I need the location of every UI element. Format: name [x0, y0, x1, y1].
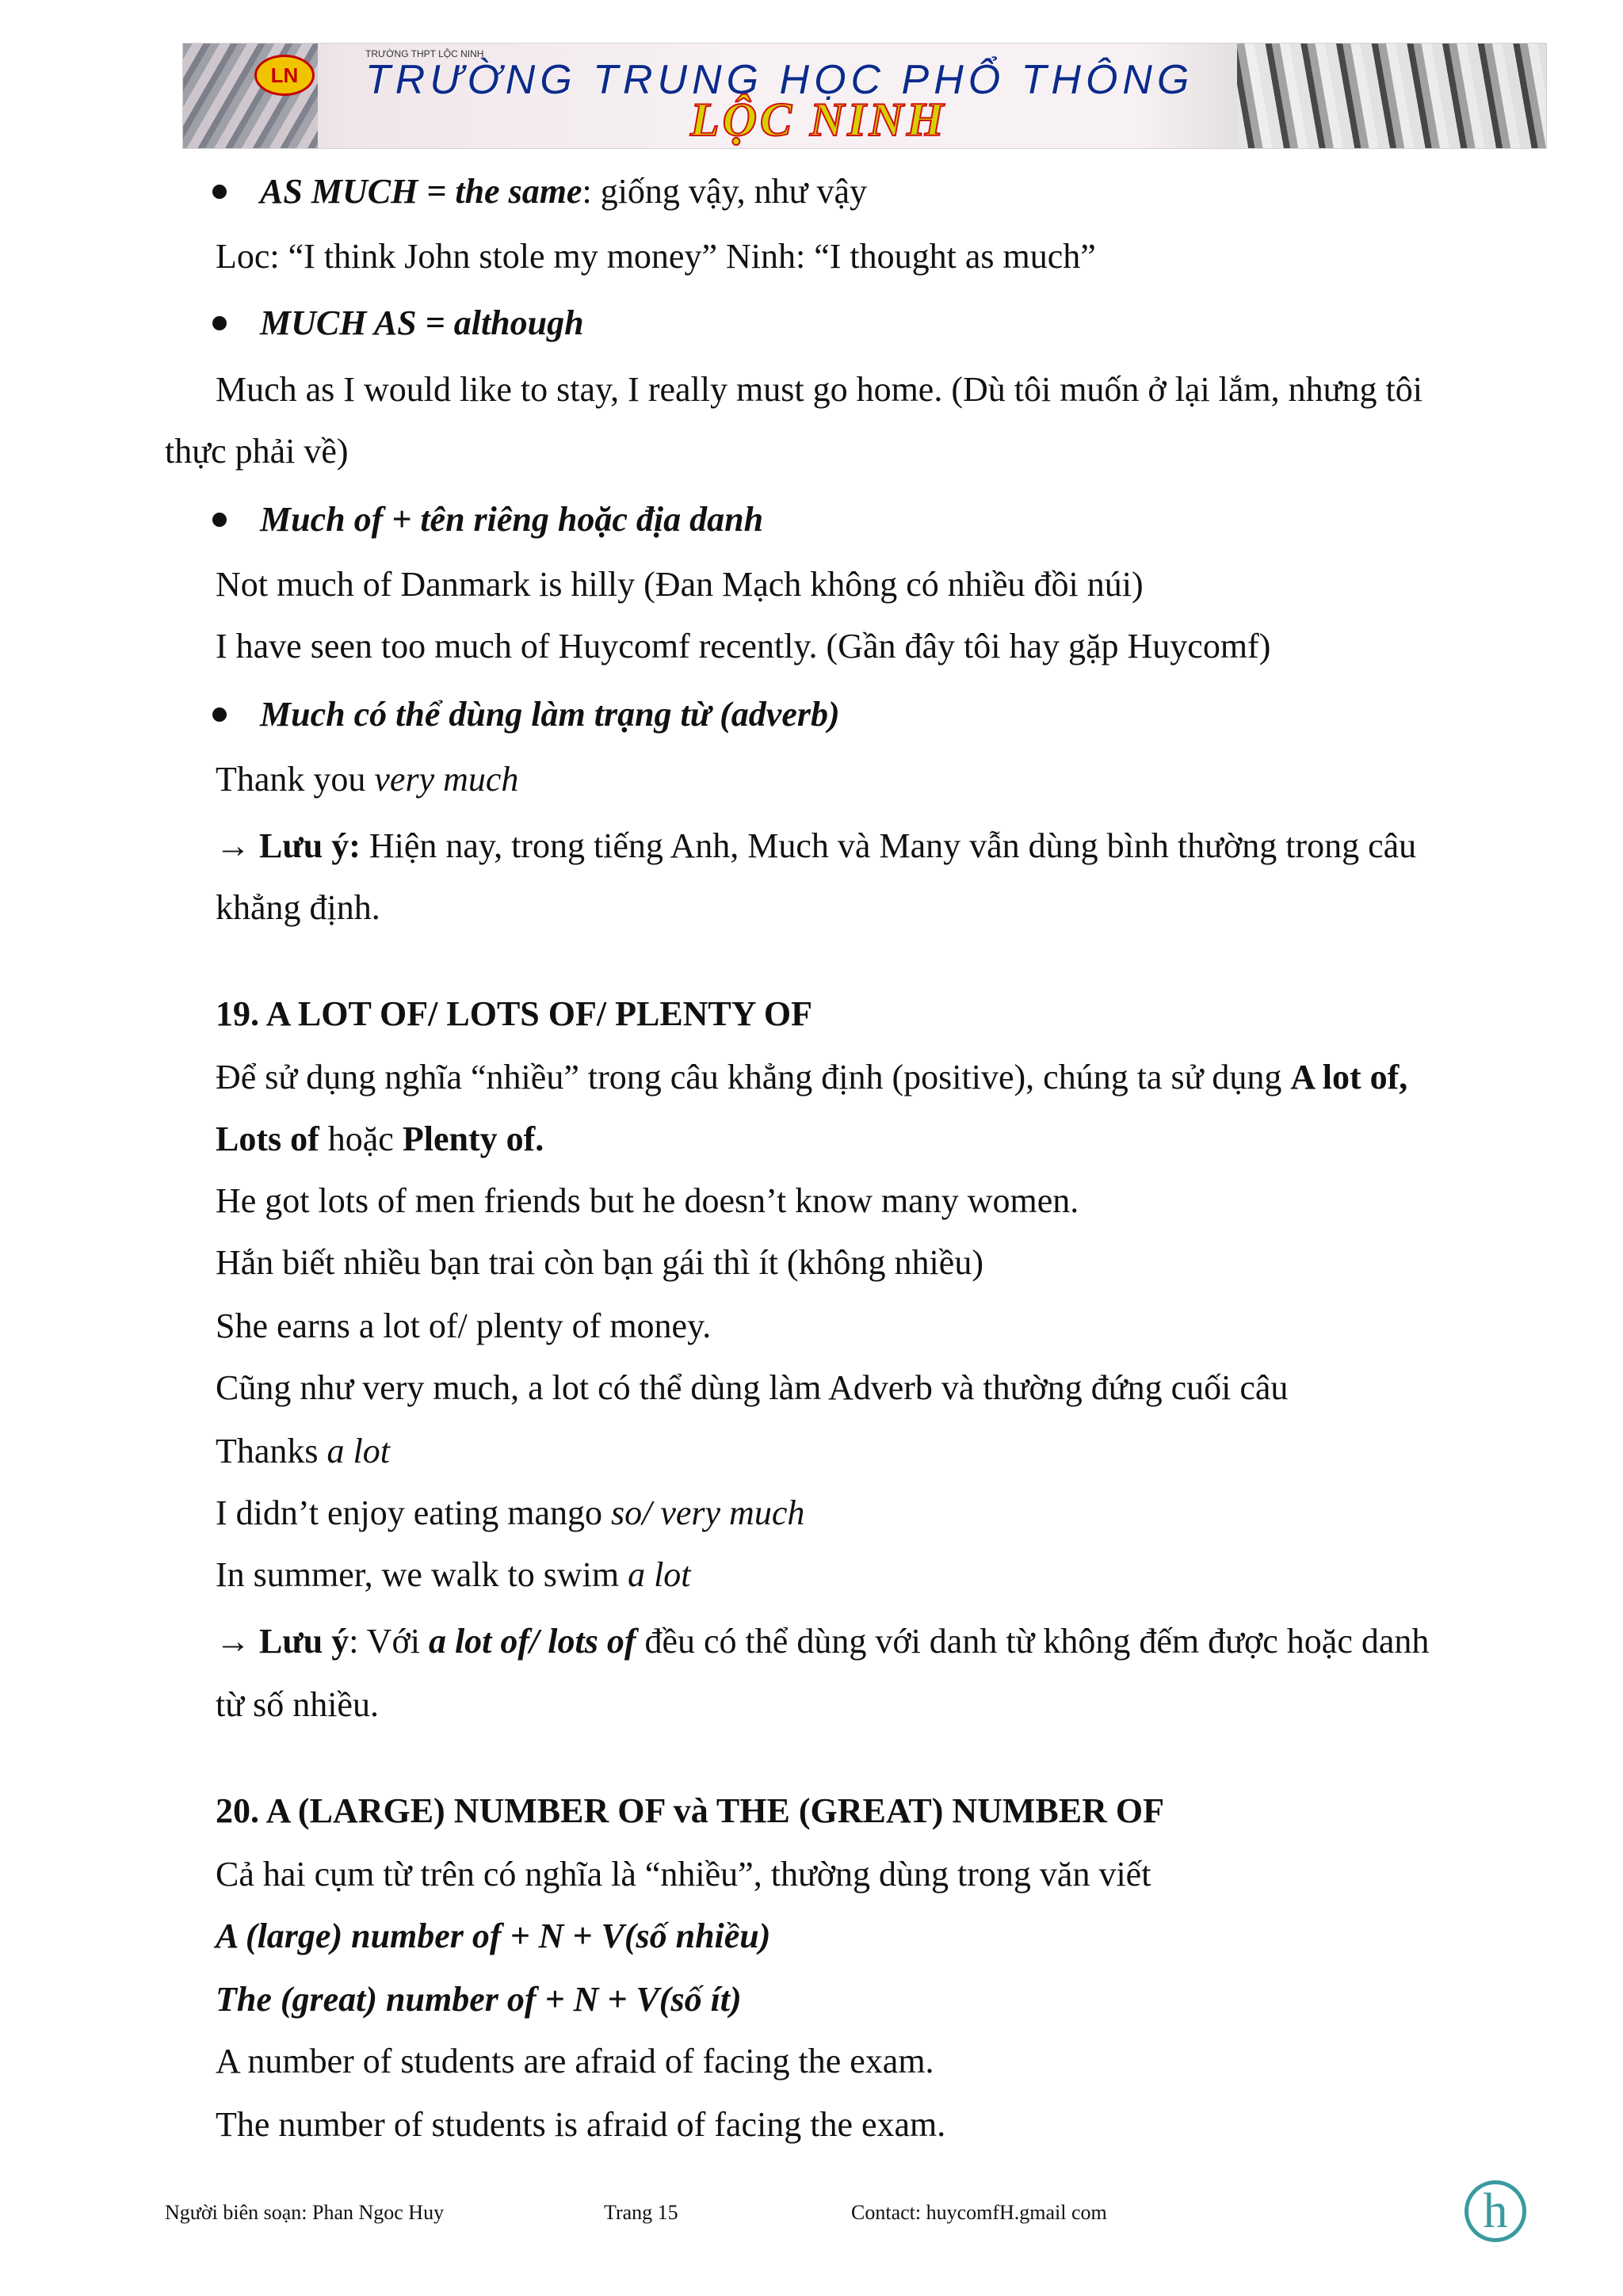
- example-line: The number of students is afraid of facing the exam.: [216, 2105, 946, 2144]
- banner-photo-right: [1237, 44, 1546, 148]
- note-line: → Lưu ý: Với a lot of/ lots of đều có thể dùng với danh từ không đếm được hoặc danh: [216, 1622, 1430, 1661]
- example-line: I have seen too much of Huycomf recently. (Gần đây tôi hay gặp Huycomf): [216, 627, 1271, 666]
- arrow-right-icon: →: [216, 826, 259, 865]
- arrow-right-icon: →: [216, 1622, 259, 1661]
- example-line: He got lots of men friends but he doesn’t know many women.: [216, 1181, 1079, 1220]
- example-line: Thanks a lot: [216, 1432, 390, 1470]
- bullet-much-of: Much of + tên riêng hoặc địa danh: [212, 498, 763, 542]
- header-banner: [182, 43, 1547, 149]
- note-line: → Lưu ý: Hiện nay, trong tiếng Anh, Much và Many vẫn dùng bình thường trong câu: [216, 826, 1417, 865]
- example-line: In summer, we walk to swim a lot: [216, 1555, 691, 1594]
- bullet-icon: [212, 316, 227, 330]
- paragraph-line: Cả hai cụm từ trên có nghĩa là “nhiều”, thường dùng trong văn viết: [216, 1855, 1151, 1894]
- bullet-much-adverb: Much có thể dùng làm trạng từ (adverb): [212, 692, 840, 737]
- paragraph-line: Để sử dụng nghĩa “nhiều” trong câu khẳng định (positive), chúng ta sử dụng A lot of,: [216, 1058, 1408, 1097]
- note-line-continued: khẳng định.: [216, 888, 380, 927]
- example-line: Cũng như very much, a lot có thể dùng làm Adverb và thường đứng cuối câu: [216, 1368, 1289, 1407]
- footer-author: Người biên soạn: Phan Ngoc Huy: [165, 2201, 445, 2224]
- section-20-heading: 20. A (LARGE) NUMBER OF và THE (GREAT) NUMBER OF: [216, 1791, 1165, 1830]
- formula-line: The (great) number of + N + V(số ít): [216, 1980, 742, 2019]
- example-line: Loc: “I think John stole my money” Ninh: “I thought as much”: [216, 237, 1096, 276]
- paragraph-line: Lots of hoặc Plenty of.: [216, 1119, 544, 1158]
- example-line: I didn’t enjoy eating mango so/ very much: [216, 1493, 805, 1532]
- formula-line: A (large) number of + N + V(số nhiều): [216, 1917, 771, 1955]
- example-line: Not much of Danmark is hilly (Đan Mạch không có nhiều đồi núi): [216, 565, 1144, 604]
- banner-small-text: TRƯỜNG THPT LỘC NINH: [365, 48, 484, 59]
- example-line: A number of students are afraid of facing the exam.: [216, 2042, 934, 2081]
- bullet-icon: [212, 513, 227, 527]
- h-logo-icon: h: [1465, 2180, 1526, 2242]
- banner-title-line1: TRƯỜNG TRUNG HỌC PHỔ THÔNG: [365, 57, 1194, 103]
- school-logo: LN: [254, 55, 315, 96]
- note-line-continued: từ số nhiều.: [216, 1685, 379, 1724]
- example-line: Thank you very much: [216, 760, 519, 799]
- example-line: Much as I would like to stay, I really must go home. (Dù tôi muốn ở lại lắm, nhưng tôi: [216, 370, 1423, 409]
- example-line: Hắn biết nhiều bạn trai còn bạn gái thì ít (không nhiều): [216, 1243, 983, 1282]
- bullet-much-as: MUCH AS = although: [212, 301, 584, 345]
- bullet-icon: [212, 707, 227, 722]
- section-19-heading: 19. A LOT OF/ LOTS OF/ PLENTY OF: [216, 994, 813, 1033]
- footer-page-number: Trang 15: [604, 2201, 678, 2224]
- bullet-icon: [212, 185, 227, 199]
- example-line: She earns a lot of/ plenty of money.: [216, 1306, 712, 1345]
- footer-contact: Contact: huycomfH.gmail com: [851, 2201, 1107, 2224]
- bullet-as-much: AS MUCH = the same: giống vậy, như vậy: [212, 170, 867, 214]
- example-line-continued: thực phải về): [165, 432, 349, 471]
- banner-title-line2: LỘC NINH: [690, 93, 947, 146]
